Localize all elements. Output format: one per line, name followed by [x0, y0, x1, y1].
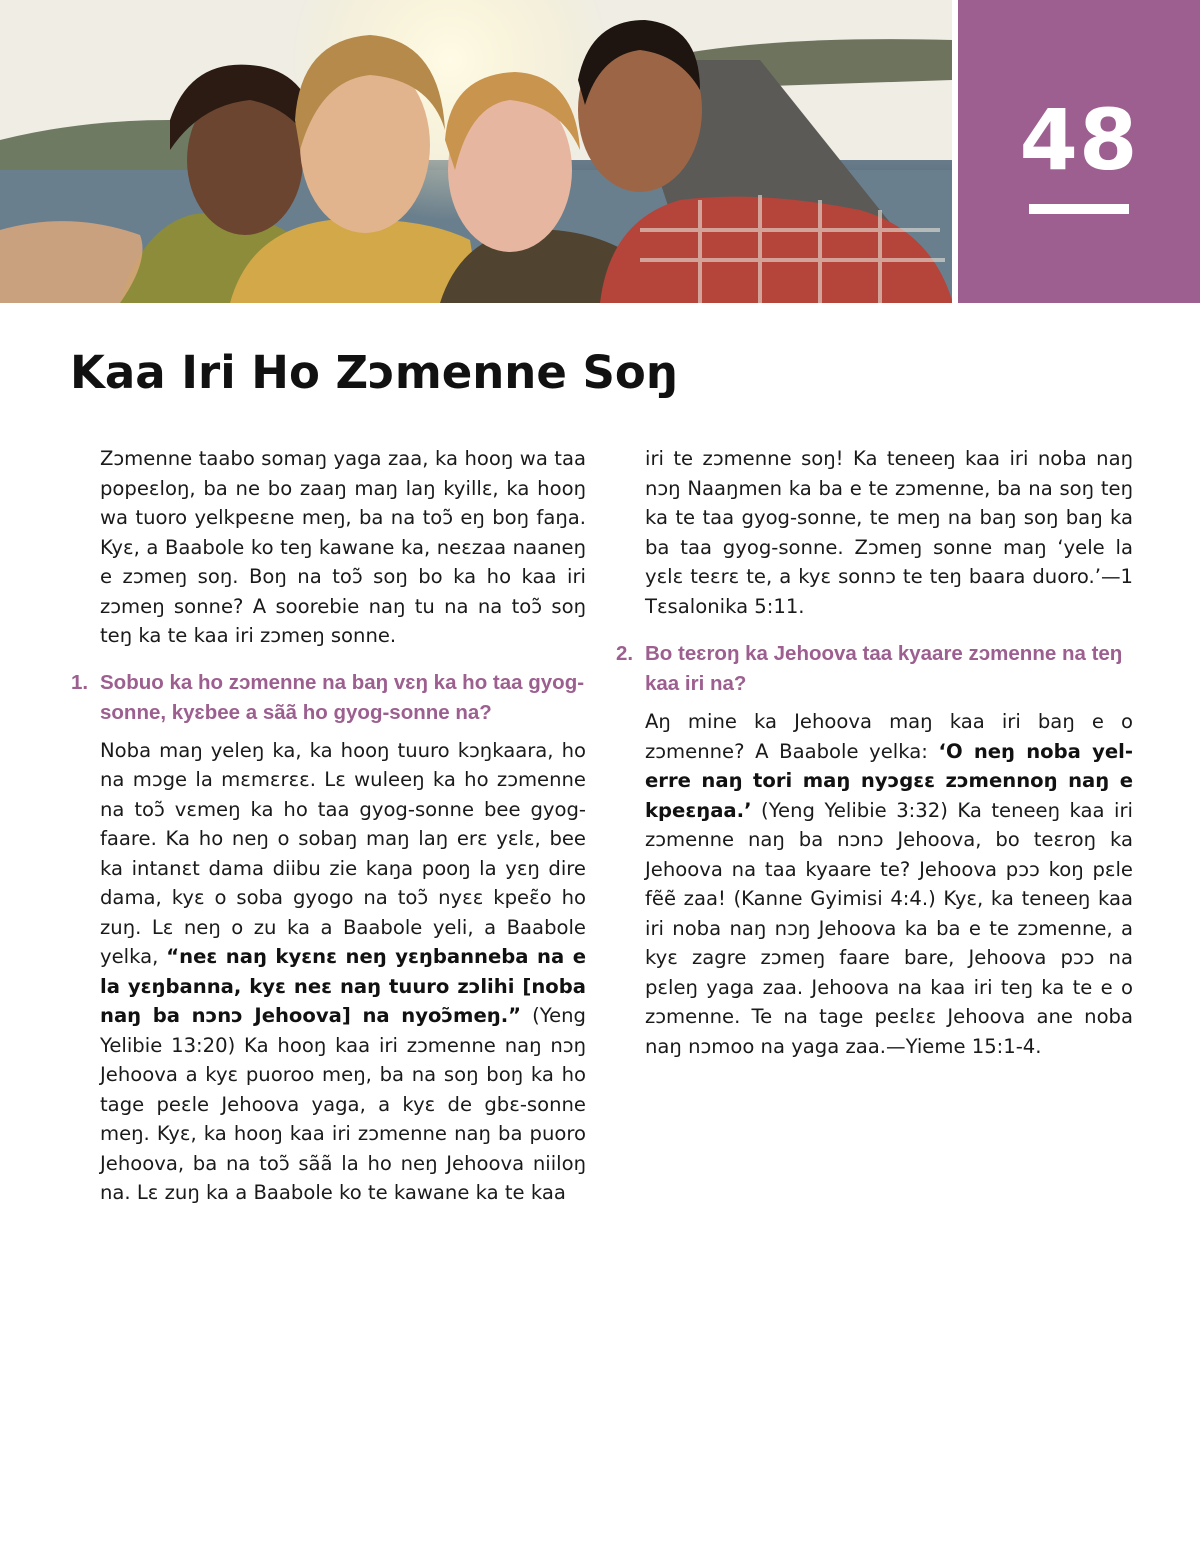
section-1-paragraph [100, 736, 586, 1208]
group-selfie-image [0, 0, 952, 303]
section-1-paragraph-continued: iri te zɔmenne soŋ! Ka teneeŋ kaa iri noba naŋ nɔŋ Naaŋmen ka ba e te zɔmenne, ba na soŋ teŋ ka te taa gyog-sonne, te meŋ na baŋ soŋ baŋ ka ba taa gyog-sonne. Zɔmeŋ sonne maŋ ‘yele la yɛlɛ teɛrɛ te, a kyɛ sonnɔ te teŋ baara duoro.’—1 Tɛsalonika 5:11. [645, 447, 1133, 618]
section-1-number: 1. [71, 670, 89, 694]
column-continuation-spacer [645, 444, 1133, 639]
section-2-text-start: Aŋ mine ka Jehoova maŋ kaa iri baŋ e o zɔmenne? A Baabole yelka: [645, 710, 1133, 763]
chapter-badge [958, 0, 1200, 303]
left-column [71, 444, 586, 1208]
section-2-paragraph [645, 707, 1133, 1061]
section-1-text-start: Noba maŋ yeleŋ ka, ka hooŋ tuuro kɔŋkaara, ho na mɔge la mɛmɛrɛɛ. Lɛ wuleeŋ ka ho zɔmenne na toɔ̃ vɛmeŋ ka ho taa gyog-sonne bee gyog-faare. Ka ho neŋ o sobaŋ maŋ laŋ erɛ yɛlɛ, bee ka intanɛt dama diibu zie kaŋa pooŋ la yɛŋ dire dama, kyɛ o soba gyogo na toɔ̃ nyɛɛ kpeɛ̃o ho zuŋ. Lɛ neŋ o zu ka a Baabole yeli, a Baabole yelka, [100, 738, 586, 968]
section-1-scripture-quote: “neɛ naŋ kyɛnɛ neŋ yɛŋbanneba na e la yɛŋbanna, kyɛ neɛ naŋ tuuro zɔlihi [noba naŋ ba nɔnɔ Jehoova] na nyoɔ̃meŋ.” [100, 945, 586, 1027]
section-2-heading [616, 639, 1133, 699]
section-1-question: Sobuo ka ho zɔmenne na baŋ vɛŋ ka ho taa gyog-sonne, kyɛbee a sãã ho gyog-sonne na? [100, 670, 585, 724]
section-2-number: 2. [616, 642, 634, 665]
section-2-scripture-quote: ‘O neŋ noba yel-erre naŋ tori maŋ nyɔgɛɛ zɔmennoŋ naŋ e kpeɛŋaa.’ [645, 739, 1134, 822]
section-1-text-end: (Yeng Yelibie 13:20) Ka hooŋ kaa iri zɔmenne naŋ nɔŋ Jehoova a kyɛ puoroo meŋ, ba na soŋ boŋ ka ho tage peɛle Jehoova yaga, a kyɛ de gbɛ-sonne meŋ. Kyɛ, ka hooŋ kaa iri zɔmenne naŋ ba puoro Jehoova, ba na toɔ̃ sãã la ho neŋ Jehoova niiloŋ na. Lɛ zuŋ ka a Baabole ko te kawane ka te kaa [100, 1004, 586, 1204]
right-column [616, 444, 1134, 1061]
intro-paragraph: Zɔmenne taabo somaŋ yaga zaa, ka hooŋ wa taa popeɛloŋ, ba ne bo zaaŋ maŋ laŋ kyillɛ, ka hooŋ wa tuoro yelkpeɛne meŋ, ba na toɔ̃ eŋ boŋ faŋa. Kyɛ, a Baabole ko teŋ kawane ka, neɛzaa naaneŋ e zɔmeŋ soŋ. Boŋ na toɔ̃ soŋ bo ka ho kaa iri zɔmeŋ sonne? A soorebie naŋ tu na na toɔ̃ soŋ teŋ ka te kaa iri zɔmeŋ sonne. [100, 447, 586, 647]
section-1-heading [71, 668, 586, 728]
header-photo [0, 0, 952, 303]
section-2-question: Bo teɛroŋ ka Jehoova taa kyaare zɔmenne na teŋ kaa iri na? [645, 642, 1123, 695]
lesson-title: Kaa Iri Ho Zɔmenne Soŋ [70, 346, 678, 399]
chapter-underline [1029, 204, 1129, 214]
section-2-text-end: (Yeng Yelibie 3:32) Ka teneeŋ kaa iri zɔmenne naŋ ba nɔnɔ Jehoova, bo teɛroŋ ka Jehoova na taa kyaare te? Jehoova pɔɔ koŋ pɛle fẽẽ zaa! (Kanne Gyimisi 4:4.) Kyɛ, ka teneeŋ kaa iri noba naŋ nɔŋ Jehoova ka ba e te zɔmenne, a kyɛ zagre zɔmeŋ faare bare, Jehoova pɔɔ na pɛleŋ yaga zaa. Jehoova na kaa iri teŋ ka te e o zɔmenne. Te na tage peɛlɛɛ Jehoova ane noba naŋ nɔmoo na yaga zaa.—Yieme 15:1-4. [645, 798, 1133, 1058]
chapter-number: 48 [1019, 91, 1139, 189]
